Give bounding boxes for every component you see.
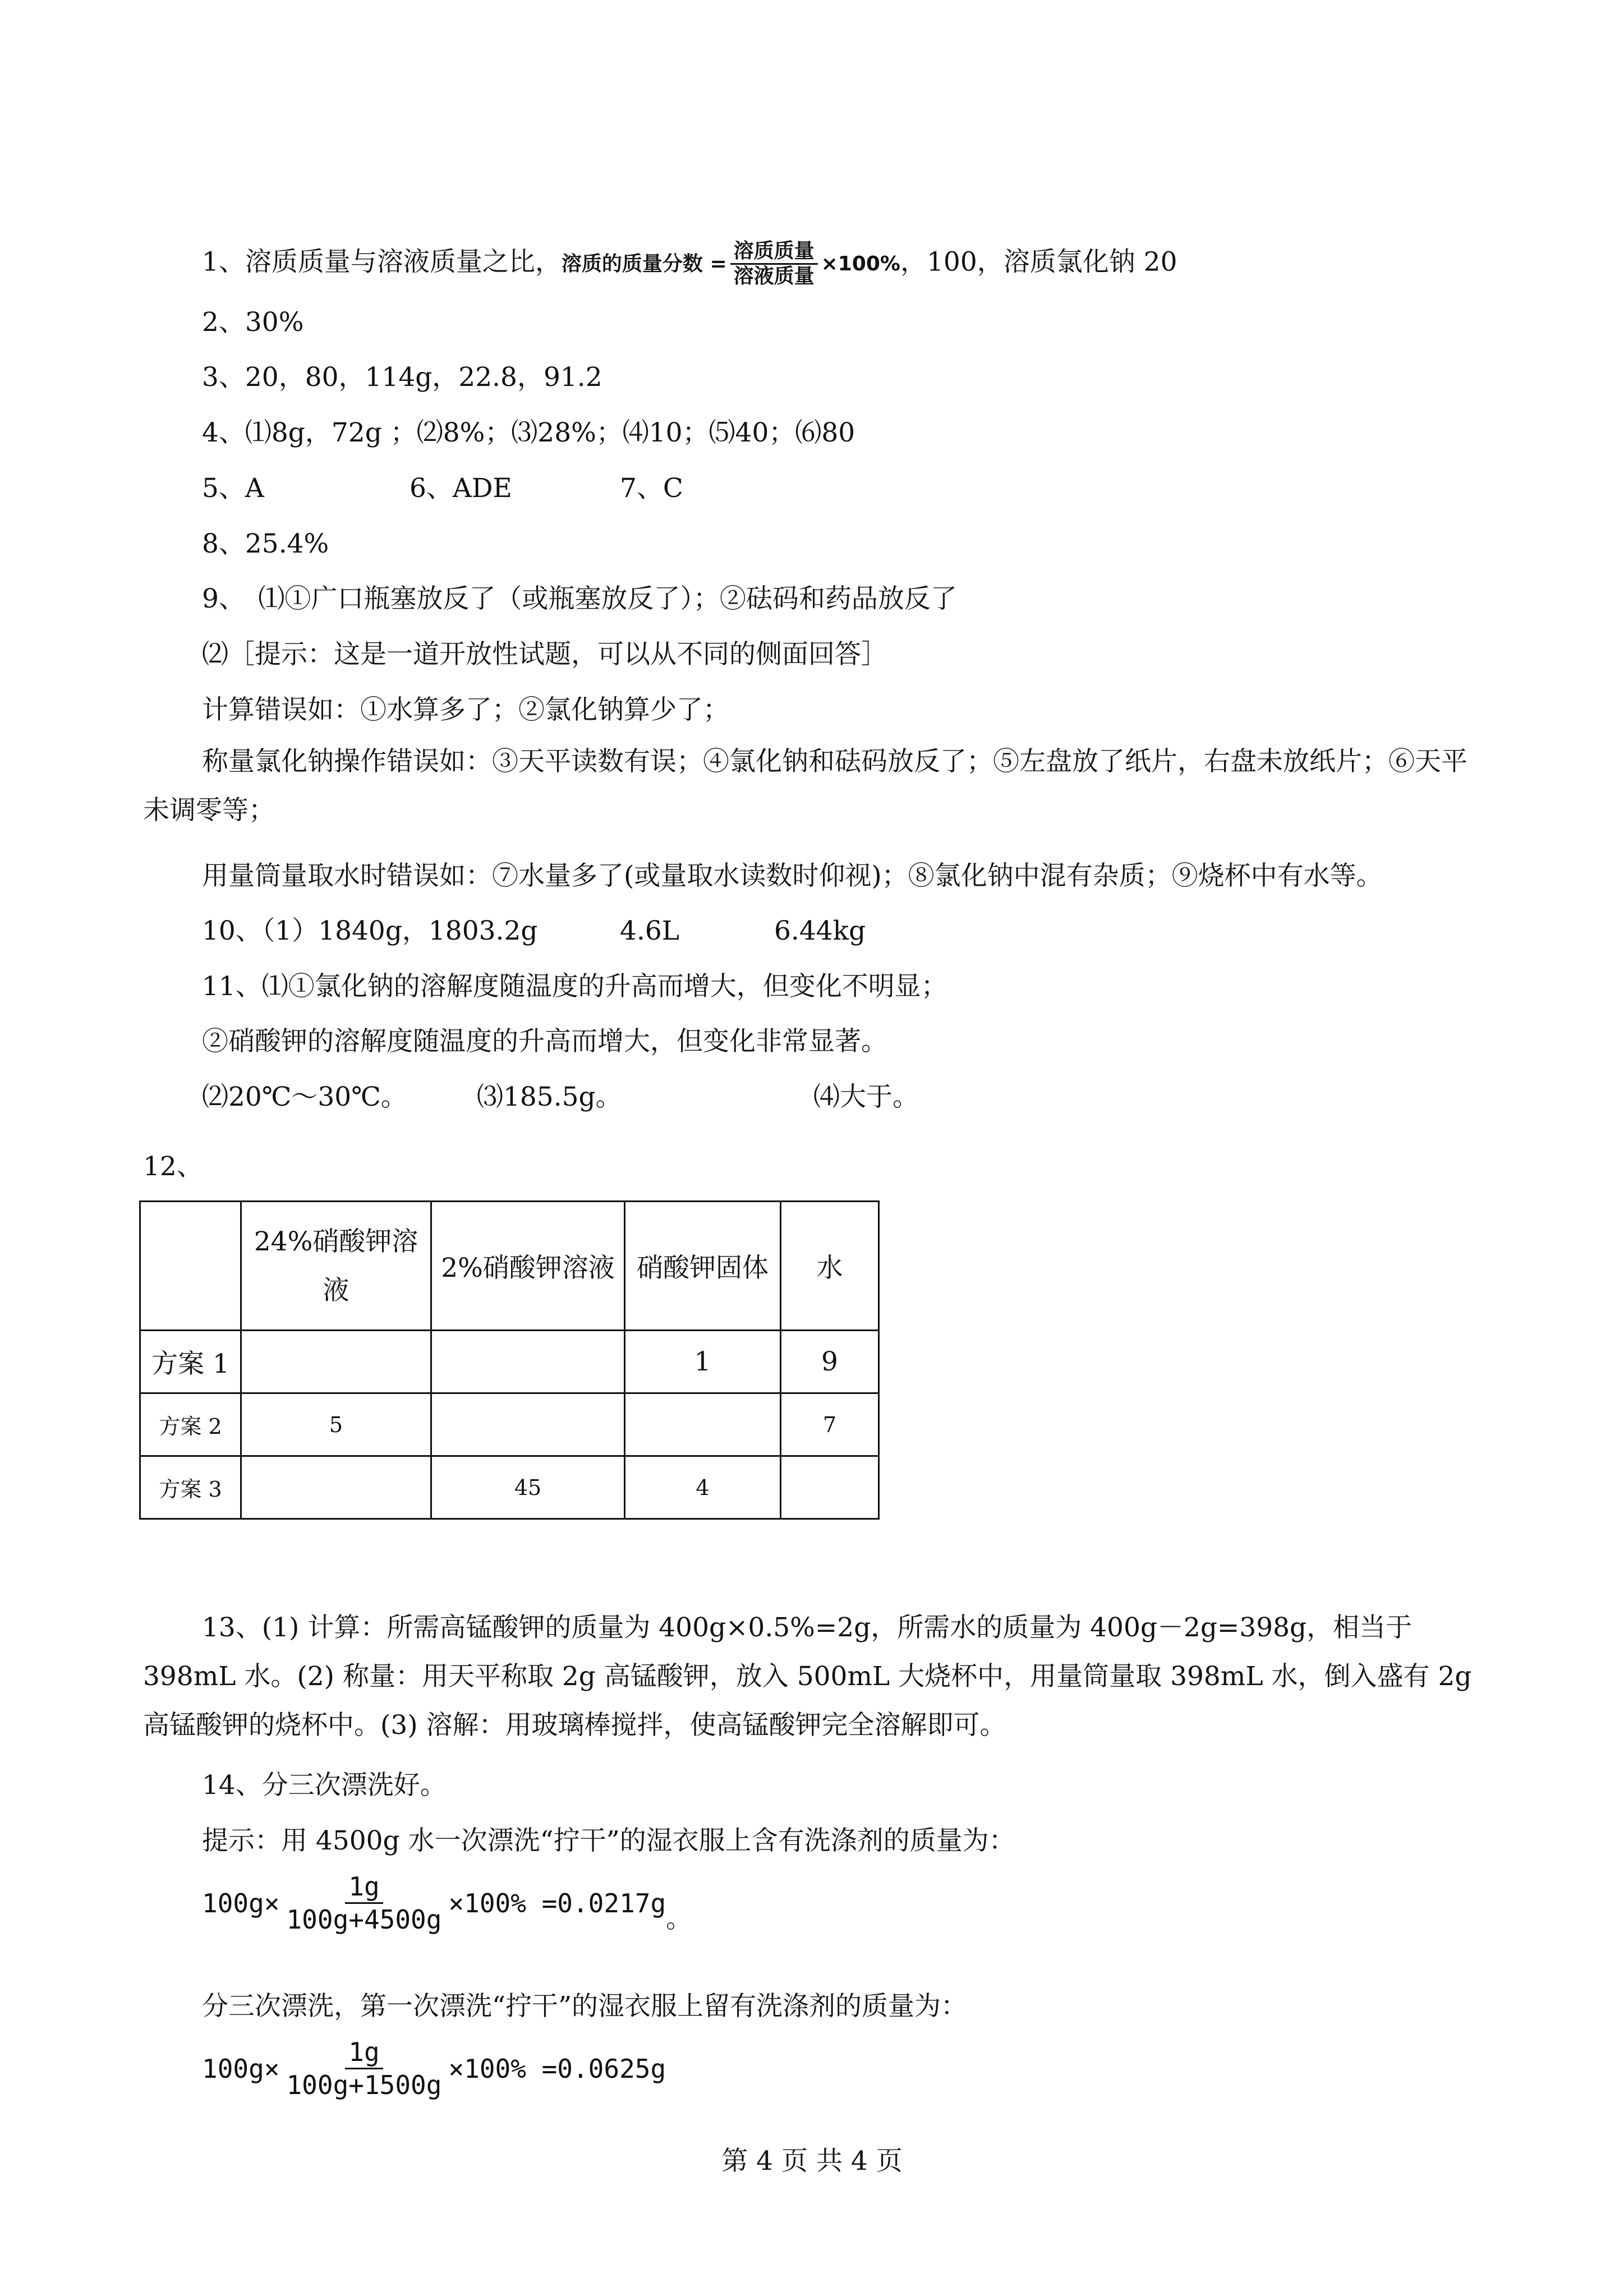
answer-7: 7、C: [620, 473, 683, 504]
answer-11-line3a: ⑵20℃～30℃。: [202, 1082, 407, 1112]
answer-10a: 10、（1）1840g，1803.2g: [202, 915, 538, 946]
table-row: [140, 1456, 879, 1519]
solution-table: [139, 1200, 880, 1520]
table-header-cell: 24%硝酸钾溶 液: [241, 1202, 431, 1331]
table-cell: 45: [431, 1456, 625, 1519]
table-header-cell: 2%硝酸钾溶液: [431, 1202, 625, 1331]
answer-6: 6、ADE: [410, 473, 512, 504]
table-cell: [241, 1456, 431, 1519]
table-header-row: [140, 1202, 879, 1331]
answer-10c: 6.44kg: [774, 915, 866, 946]
table-cell: [781, 1456, 879, 1519]
answer-2: 2、30%: [202, 307, 304, 338]
answer-5: 5、A: [202, 473, 264, 504]
answer-9-line5: 用量筒量取水时错误如：⑦水量多了(或量取水读数时仰视)；⑧氯化钠中混有杂质；⑨烧杯中有水等。: [202, 861, 1383, 891]
answer-14-line2: 提示：用 4500g 水一次漂洗“拧干”的湿衣服上含有洗涤剂的质量为：: [202, 1825, 1015, 1856]
answer-10b: 4.6L: [620, 915, 679, 946]
table-cell: [431, 1331, 625, 1393]
mass-fraction-formula: 溶质的质量分数 = $\frac{\text{溶质质量}}{\text{溶液质量}}$ ×100%: [561, 240, 901, 288]
answer-9-line4: 称量氯化钠操作错误如：③天平读数有误；④氯化钠和砝码放反了；⑤左盘放了纸片，右盘未放纸片；⑥天平未调零等；: [143, 746, 1467, 826]
answer-3: 3、20，80，114g，22.8，91.2: [202, 362, 602, 393]
equation-1: 100g× $\frac{1g}{100g+4500g}$ ×100% =0.0217g 。: [202, 1871, 692, 1935]
answer-9-line3: 计算错误如：①水算多了；②氯化钠算少了；: [202, 694, 729, 725]
answer-9-line2: ⑵［提示：这是一道开放性试题，可以从不同的侧面回答］: [202, 639, 887, 670]
table-row: [140, 1393, 879, 1456]
table-row-label: 方案 3: [140, 1456, 241, 1519]
table-cell: [625, 1393, 781, 1456]
equation-2: 100g× $\frac{1g}{100g+1500g}$ ×100% =0.0625g: [202, 2037, 666, 2100]
table-cell: 4: [625, 1456, 781, 1519]
answer-14-line3: 分三次漂洗，第一次漂洗“拧干”的湿衣服上留有洗涤剂的质量为：: [202, 1991, 968, 2022]
table-cell: 9: [781, 1331, 879, 1393]
answer-9-line1: 9、 ⑴①广口瓶塞放反了（或瓶塞放反了）；②砝码和药品放反了: [202, 583, 957, 614]
answer-11-line1: 11、⑴①氯化钠的溶解度随温度的升高而增大，但变化不明显；: [202, 971, 947, 1002]
table-cell: [241, 1331, 431, 1393]
answer-8: 8、25.4%: [202, 528, 329, 559]
table-row-label: 方案 2: [140, 1393, 241, 1456]
answer-11-line2: ②硝酸钾的溶解度随温度的升高而增大，但变化非常显著。: [202, 1026, 887, 1057]
answer-11-line3b: ⑶185.5g。: [477, 1082, 622, 1112]
table-header-cell: [140, 1202, 241, 1331]
table-cell: 7: [781, 1393, 879, 1456]
table-header-cell: 硝酸钾固体: [625, 1202, 781, 1331]
answer-1: 1、溶质质量与溶液质量之比， 溶质的质量分数 = $\frac{\text{溶质质量}}{\text{溶液质量}}$ ×100% ，100，溶质氯化钠 20: [202, 240, 1177, 288]
table-row: [140, 1331, 879, 1393]
answer-13: 13、(1) 计算：所需高锰酸钾的质量为 400g×0.5%=2g，所需水的质量为 400g－2g=398g，相当于 398mL 水。(2) 称量：用天平称取 2g 高锰酸钾，放入 500mL 大烧杯中，用量筒量取 398mL 水，倒入盛有 2g 高锰酸钾的烧杯中。(3) 溶解：用玻璃棒搅拌，使高锰酸钾完全溶解即可。: [143, 1612, 1472, 1741]
table-cell: [431, 1393, 625, 1456]
answer-12-label: 12、: [143, 1151, 203, 1182]
table-row-label: 方案 1: [140, 1331, 241, 1393]
table-cell: 1: [625, 1331, 781, 1393]
page-footer: 第 4 页 共 4 页: [721, 2146, 903, 2177]
answer-11-line3c: ⑷大于。: [813, 1082, 919, 1112]
table-cell: 5: [241, 1393, 431, 1456]
answer-14-line1: 14、分三次漂洗好。: [202, 1770, 447, 1801]
answer-4: 4、⑴8g，72g ；⑵8%；⑶28%；⑷10；⑸40；⑹80: [202, 417, 855, 448]
table-header-cell: 水: [781, 1202, 879, 1331]
